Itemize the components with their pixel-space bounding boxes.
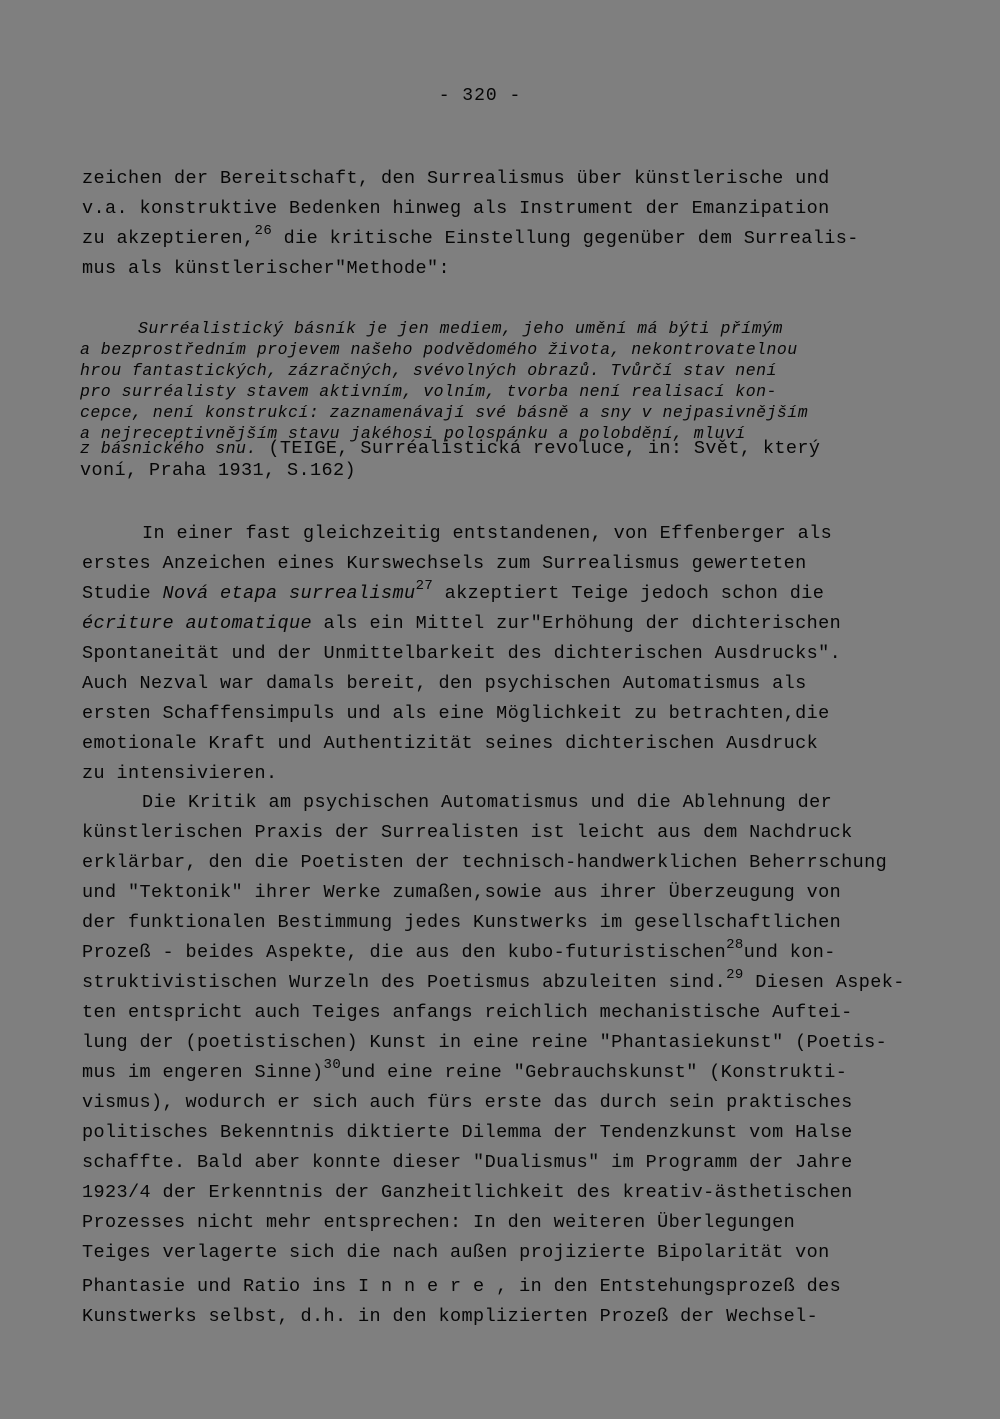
text-line: 1923/4 der Erkenntnis der Ganzheitlichkeit des kreativ-ästhetischen — [82, 1182, 853, 1203]
text-segment: zu akzeptieren, — [82, 228, 255, 249]
text-line: ersten Schaffensimpuls und als eine Möglichkeit zu betrachten,die — [82, 703, 830, 724]
text-line: v.a. konstruktive Bedenken hinweg als Instrument der Emanzipation — [82, 198, 830, 219]
page-number: - 320 - — [438, 86, 522, 106]
text-segment: und eine reine "Gebrauchskunst" (Konstrukti- — [341, 1062, 848, 1083]
text-segment: als ein Mittel zur"Erhöhung der dichterischen — [312, 613, 842, 634]
text-line: zeichen der Bereitschaft, den Surrealismus über künstlerische und — [82, 168, 830, 189]
text-line — [82, 1056, 848, 1084]
text-line: Die Kritik am psychischen Automatismus und die Ablehnung der — [142, 792, 833, 813]
text-line — [82, 613, 841, 635]
text-segment: mus im engeren Sinne) — [82, 1062, 324, 1083]
quote-line: hrou fantastických, zázračných, svévolných obrazů. Tvůrčí stav není — [80, 361, 777, 380]
text-line: erklärbar, den die Poetisten der technisch-handwerklichen Beherrschung — [82, 852, 888, 873]
text-segment: die kritische Einstellung gegenüber dem Surrealis- — [272, 228, 859, 249]
text-line: und "Tektonik" ihrer Werke zumaßen,sowie aus ihrer Überzeugung von — [82, 882, 842, 903]
text-line — [82, 222, 859, 250]
text-line: emotionale Kraft und Authentizität seines dichterischen Ausdruck — [82, 733, 819, 754]
quote-line: cepce, není konstrukcí: zaznamenávají své básně a sny v nejpasivnějším — [80, 403, 809, 422]
italic-title: Nová etapa surrealismu — [162, 583, 416, 604]
text-line: Phantasie und Ratio ins I n n e r e , in den Entstehungsprozeß des — [82, 1276, 842, 1297]
citation-line: voní, Praha 1931, S.162) — [80, 460, 357, 481]
text-segment: z básnického snu. — [80, 439, 257, 458]
text-line: vismus), wodurch er sich auch fürs erste das durch sein praktisches — [82, 1092, 853, 1113]
footnote-ref-28: 28 — [726, 936, 744, 953]
text-line — [82, 936, 836, 964]
text-line: Prozesses nicht mehr entsprechen: In den weiteren Überlegungen — [82, 1212, 796, 1233]
quote-line: a bezprostředním projevem našeho podvědomého života, nekontrovatelnou — [80, 340, 798, 359]
text-line: der funktionalen Bestimmung jedes Kunstwerks im gesellschaftlichen — [82, 912, 842, 933]
text-line: künstlerischen Praxis der Surrealisten ist leicht aus dem Nachdruck — [82, 822, 853, 843]
text-line: erstes Anzeichen eines Kurswechsels zum Surrealismus gewerteten — [82, 553, 807, 574]
quote-line: pro surréalisty stavem aktivním, volním, tvorba není realisací kon- — [80, 382, 777, 401]
text-line: Teiges verlagerte sich die nach außen projizierte Bipolarität von — [82, 1242, 830, 1263]
text-line — [82, 577, 825, 605]
text-segment: Prozeß - beides Aspekte, die aus den kubo-futuristischen — [82, 942, 727, 963]
text-segment: und kon- — [743, 942, 836, 963]
text-line: schaffte. Bald aber konnte dieser "Dualismus" im Programm der Jahre — [82, 1152, 853, 1173]
citation: (TEIGE, Surréalistická revoluce, in: Svět, který — [256, 438, 821, 459]
text-segment: akzeptiert Teige jedoch schon die — [433, 583, 825, 604]
text-line: ten entspricht auch Teiges anfangs reichlich mechanistische Auftei- — [82, 1002, 853, 1023]
text-line: Kunstwerks selbst, d.h. in den komplizierten Prozeß der Wechsel- — [82, 1306, 819, 1327]
footnote-ref-26: 26 — [254, 222, 273, 239]
text-line: Auch Nezval war damals bereit, den psychischen Automatismus als — [82, 673, 807, 694]
quote-line: Surréalistický básník je jen mediem, jeho umění má býti přímým — [138, 319, 783, 338]
text-segment: struktivistischen Wurzeln des Poetismus abzuleiten sind. — [82, 972, 727, 993]
footnote-ref-27: 27 — [415, 577, 434, 594]
text-line: Spontaneität und der Unmittelbarkeit des dichterischen Ausdrucks". — [82, 643, 842, 664]
text-segment: Studie — [82, 583, 163, 604]
text-line: zu intensivieren. — [82, 763, 278, 784]
quote-line — [80, 438, 820, 460]
footnote-ref-30: 30 — [323, 1056, 342, 1073]
footnote-ref-29: 29 — [726, 966, 744, 983]
text-line: lung der (poetistischen) Kunst in eine reine "Phantasiekunst" (Poetis- — [82, 1032, 888, 1053]
text-line: In einer fast gleichzeitig entstandenen, von Effenberger als — [142, 523, 833, 544]
text-segment: Diesen Aspek- — [743, 972, 905, 993]
text-line: mus als künstlerischer"Methode": — [82, 258, 451, 279]
italic-term: écriture automatique — [82, 613, 313, 634]
text-line — [82, 966, 905, 994]
text-line: politisches Bekenntnis diktierte Dilemma der Tendenzkunst vom Halse — [82, 1122, 853, 1143]
quote-line: a nejreceptivnějším stavu jakéhosi polospánku a polobdění, mluví — [80, 424, 746, 443]
